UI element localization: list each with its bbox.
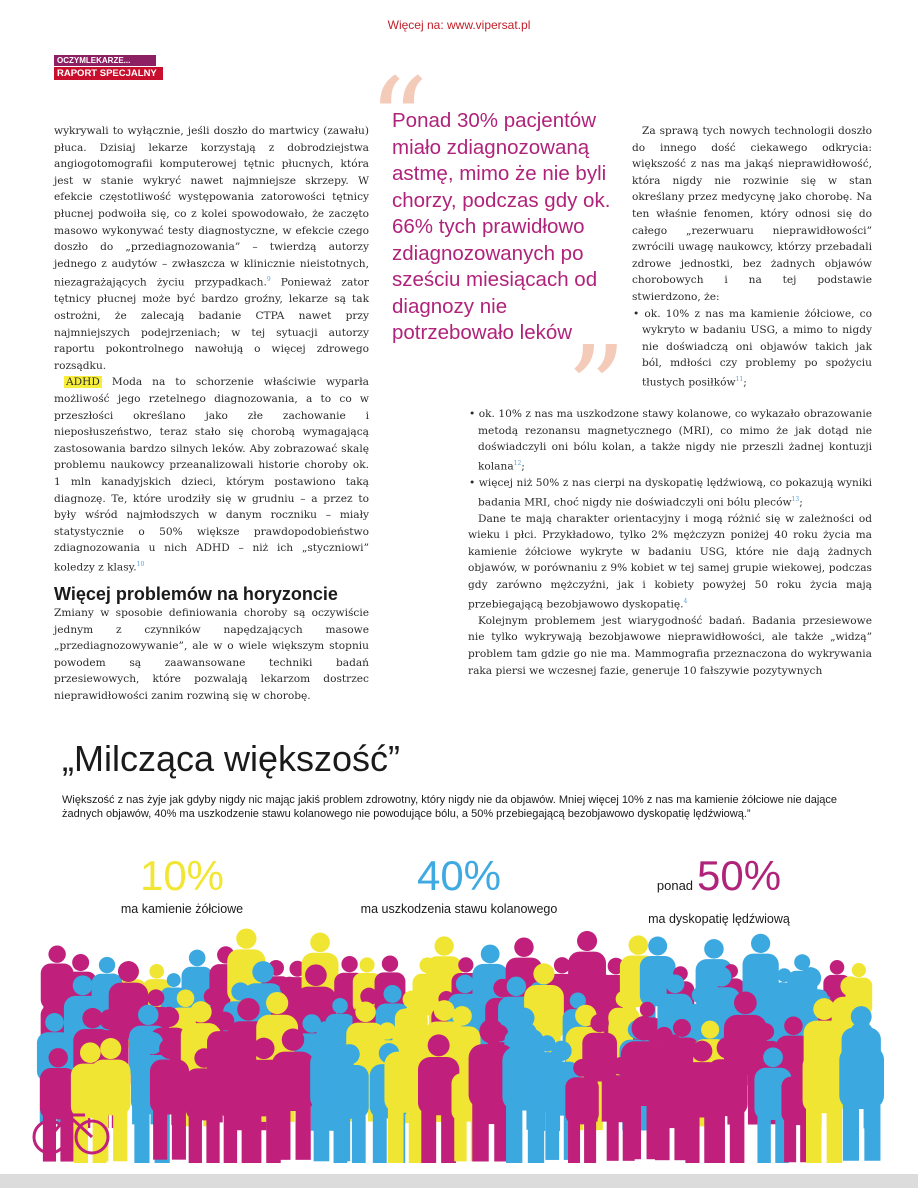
infographic-title: „Milcząca większość” bbox=[62, 738, 401, 779]
stat-prefix: ponad bbox=[656, 878, 694, 893]
infographic-lead: Większość z nas żyje jak gdyby nigdy nic mając jakiś problem zdrowotny, który nigdy nie da objawów. Mniej więcej 10% z nas ma kamienie żółciowe nie dające żadnych objawów, 40% ma uszkodzenie stawu kolanowego nie powodujące bólu, a 50% przebiegającą bezobjawowo dyskopatię lędźwiową.” bbox=[62, 794, 838, 820]
footnote-ref: 11 bbox=[735, 375, 744, 383]
stat-label: ma dyskopatię lędźwiową bbox=[648, 912, 790, 926]
stat-value: ponad50% bbox=[656, 852, 782, 899]
footnote-ref: 10 bbox=[136, 560, 145, 568]
section-badge bbox=[54, 55, 163, 80]
page-bottom-bar bbox=[0, 1174, 918, 1188]
paragraph: Zmiany w sposobie definiowania choroby są oczywiście jednym z czynników napędzających masowe „przediagnozowywanie”, ale w o wiele większym stopniu powodem są zaawansowane techniki badań przesiewowych, które pozwalają lekarzom dostrzec nieprawidłowości zanim rozwiną się w chorobę. bbox=[54, 607, 369, 703]
paragraph: wykrywali to wyłącznie, jeśli doszło do martwicy (zawału) płuca. Dzisiaj lekarze korzystają z dobrodziejstwa angiogotomografii komputerowej tętnic płucnych, która jest w stanie wykryć nawet najmniejsze skrzepy. W efekcie częstotliwość występowania zatorowości tętnicy płucnej podwoiła się, co z kolei spowodowało, że zaczęto masowo wykonywać testy diagnostyczne, w efekcie czego doszło do „przediagnozowania” – twierdzą autorzy jednego z audytów – zwłaszcza w klinicznie nieistotnych, niezagrażających życiu przypadkach.$^9$ Ponieważ zator tętnicy płucnej może być bardzo groźny, lekarze są tak ostrożni, że zalecają badanie CTPA nawet przy najmniejszych podejrzeniach; w tej sytuacji autorzy raportu pokontrolnego nawołują o więcej zdrowego rozsądku. bbox=[54, 125, 369, 372]
footnote-ref: 9 bbox=[266, 276, 271, 284]
source-line: Więcej na: www.vipersat.pl bbox=[387, 18, 531, 32]
bullet-item: • ok. 10% z nas ma uszkodzone stawy kolanowe, co wykazało obrazowanie metodą rezonansu magnetycznego (MRI), co mimo że jak dotąd nie doświadczyli oni bólu kolan, a także nigdy nie przeszli żadnej kontuzji kolana$^{12}$; bbox=[469, 408, 872, 473]
stat-label: ma uszkodzenia stawu kolanowego bbox=[360, 902, 558, 916]
paragraph: Dane te mają charakter orientacyjny i mogą różnić się w zależności od wieku i płci. Przykładowo, tylko 2% mężczyzn poniżej 40 roku życia ma kamienie żółciowe wykryte w badaniu USG, które nie dają żadnych objawów, w porównaniu z 9% kobiet w tej samej grupie wiekowej, podczas gdy zarówno mężczyźni, jak i kobiety powyżej 50 roku życia mają przebiegającą bezobjawowo dyskopatię.$^4$ bbox=[468, 512, 872, 611]
column-right bbox=[632, 123, 872, 391]
paragraph: Kolejnym problemem jest wiarygodność badań. Badania przesiewowe nie tylko wykrywają bezobjawowe nieprawidłowości, ale także „widzą” problem tam gdzie go nie ma. Mammografia przeznaczona do wykrywania raka piersi we wczesnej fazie, generuje 10 fałszywie pozytywnych bbox=[468, 614, 872, 677]
quote-open-mark: “ bbox=[368, 52, 429, 190]
column-lower-right bbox=[468, 406, 872, 679]
footnote-ref: 13 bbox=[791, 495, 800, 503]
quote-close-mark: ” bbox=[566, 320, 627, 458]
stat-label: ma kamienie żółciowe bbox=[120, 902, 244, 916]
adhd-highlight: ADHD bbox=[66, 376, 100, 389]
badge-top: OCZYMLEKARZE... bbox=[54, 55, 156, 66]
stat-value: 40% bbox=[416, 852, 502, 899]
footnote-ref: 4 bbox=[683, 597, 688, 605]
footnote-ref: 12 bbox=[513, 459, 522, 467]
section-heading: Więcej problemów na horyzoncie bbox=[54, 584, 338, 605]
pull-quote: Ponad 30% pacjentów miało zdiagnozowaną astmę, mimo że nie byli chorzy, podczas gdy ok. 66% tych prawidłowo zdiagnozowanych po sześciu miesiącach od diagnozy nie potrzebowało leków bbox=[392, 109, 611, 344]
stat-knee bbox=[344, 852, 574, 916]
paragraph: Za sprawą tych nowych technologii doszło do innego dość ciekawego odkrycia: większość z nas ma jakąś nieprawidłowość, która nigdy nie rozwinie się w stan określany przez medycynę jako chorobę. Na ten właśnie fenomen, który odnosi się do całego „rezerwuaru nieprawidłowości” zwrócili uwagę naukowcy, którzy przebadali zdrowe jednostki, bez żadnych objawów chorobowych i na tej podstawie stwierdzono, że: bbox=[632, 125, 872, 303]
paragraph-adhd: ADHD Moda na to schorzenie właściwie wyparła możliwość jego rzetelnego diagnozowania, a to co w przeszłości określano jako złe zachowanie i nieposłuszeństwo, teraz stało się chorobą wymagającą zastosowania bardzo silnych leków. Aby zobrazować skalę problemu naukowcy przeanalizowali historie choroby ok. 1 mln kanadyjskich dzieci, którym postawiono taką diagnozę. Te, które urodziły się w grudniu – a przez to były wśród najmłodszych w danym roczniku – miały statystycznie o 50% większe prawdopodobieństwo zdiagnozowania u nich ADHD – niż ich „styczniowi” koledzy z klasy.$^{10}$ bbox=[54, 376, 369, 574]
crowd-illustration bbox=[30, 925, 894, 1165]
column-left bbox=[54, 123, 369, 705]
stat-spine bbox=[604, 852, 834, 926]
badge-bottom: RAPORT SPECJALNY bbox=[54, 67, 163, 80]
bullet-item: • ok. 10% z nas ma kamienie żółciowe, co wykryto w badaniu USG, a mimo to nigdy nie doświadczą oni objawów takich jak ból, mdłości czy problemy po spożyciu tłustych posiłków$^{11}$; bbox=[633, 307, 872, 389]
bullet-item: • więcej niż 50% z nas cierpi na dyskopatię lędźwiową, co pokazują wyniki badania MRI, choć nigdy nie doświadczyli oni bólu pleców$^{13}$; bbox=[469, 476, 872, 509]
stat-value: 10% bbox=[139, 852, 225, 899]
stat-gallstones bbox=[67, 852, 297, 916]
